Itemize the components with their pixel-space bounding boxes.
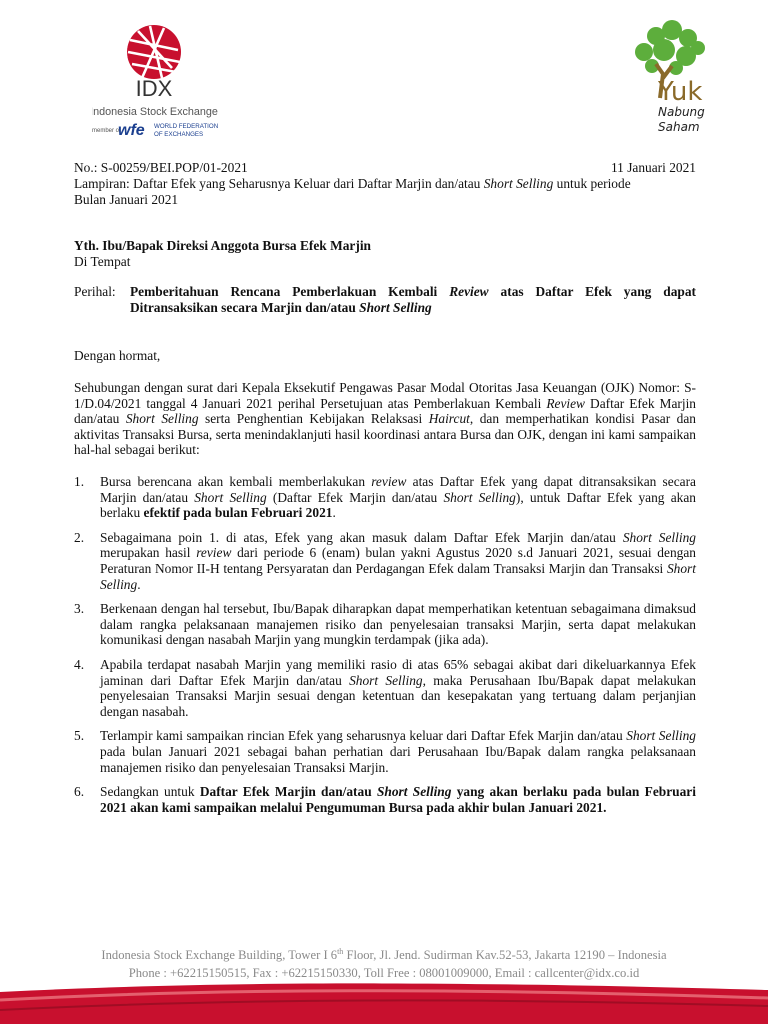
list-text: Terlampir kami sampaikan rincian Efek yang seharusnya keluar dari Daftar Efek Marjin dan/atau Short Selling pada bulan Januari 2021 sebagai bahan perhatian dari Perusahaan Ibu/Bapak dalam rangka pelaksanaan manajemen risiko dan penyelesaian Transaksi Marjin.: [100, 728, 697, 775]
recipient: Yth. Ibu/Bapak Direksi Anggota Bursa Efek Marjin: [74, 238, 371, 253]
footer-address: Indonesia Stock Exchange Building, Tower I 6th Floor, Jl. Jend. Sudirman Kav.52-53, Jakarta 12190 – Indonesia: [101, 947, 667, 963]
nabung-text: Nabung: [658, 105, 705, 119]
list-text: Bursa berencana akan kembali memberlakukan review atas Daftar Efek yang dapat ditransaksikan secara Marjin dan/atau Short Selling (Daftar Efek Marjin dan/atau Short Selling), untuk Daftar Efek yang akan berlaku efektif pada bulan Februari 2021.: [100, 474, 696, 521]
list-item: [74, 601, 696, 648]
yuk-nabung-saham-logo: [630, 18, 710, 138]
wfe-line1: WORLD FEDERATION: [154, 123, 219, 130]
attachment-italic: Short Selling: [483, 176, 554, 191]
subject-text: Pemberitahuan Rencana Pemberlakuan Kembali Review atas Daftar Efek yang dapat Ditransaksikan secara Marjin dan/atau Short Selling: [130, 284, 697, 315]
idx-logo: [92, 22, 232, 140]
recipient-block: [74, 238, 696, 269]
saham-text: Saham: [658, 120, 700, 134]
idx-globe-icon: [127, 25, 181, 79]
footer-contact: Phone : +62215150515, Fax : +62215150330, Toll Free : 08001009000, Email : callcenter@idx.co.id: [128, 966, 640, 981]
list-text: Apabila terdapat nasabah Marjin yang memiliki rasio di atas 65% sebagai akibat dari dikeluarkannya Efek jaminan dari Daftar Efek Marjin dan/atau Short Selling, maka Perusahaan Ibu/Bapak dapat melakukan penyelesaian Transaksi Marjin sesuai dengan ketentuan dan kesepakatan yang tertuang dalam perjanjian dengan nasabah.: [100, 656, 696, 719]
attachment-line2: Bulan Januari 2021: [74, 191, 179, 207]
attachment-text-2: untuk periode: [553, 176, 631, 191]
subject-label: Perihal:: [74, 284, 116, 299]
list-number: 2.: [74, 529, 85, 545]
idx-logo-text: IDX: [135, 76, 173, 101]
list-text: Sedangkan untuk Daftar Efek Marjin dan/atau Short Selling yang akan berlaku pada bulan Februari 2021 akan kami sampaikan melalui Pengumuman Bursa pada akhir bulan Januari 2021.: [100, 784, 696, 815]
list-text: Berkenaan dengan hal tersebut, Ibu/Bapak diharapkan dapat memperhatikan ketentuan sebagaimana dimaksud dalam rangka pelaksanaan manajemen risiko dan penyelesaian transaksi Marjin, serta dapat melakukan komunikasi dengan nasabah Marjin yang mungkin terdampak (jika ada).: [100, 601, 696, 648]
footer: [0, 943, 768, 982]
place: Di Tempat: [74, 253, 131, 269]
idx-logo-subtitle: Indonesia Stock Exchange: [92, 106, 218, 118]
list-number: 3.: [74, 601, 85, 617]
list-number: 4.: [74, 656, 85, 672]
yuk-text: Yuk: [658, 77, 703, 107]
list-item: [74, 728, 696, 775]
attachment-text: Lampiran: Daftar Efek yang Seharusnya Keluar dari Daftar Marjin dan/atau: [74, 176, 484, 191]
attachment: [74, 176, 696, 207]
list-number: 6.: [74, 784, 85, 800]
list-number: 1.: [74, 474, 85, 489]
member-of-text: member of: [92, 128, 121, 134]
list-text: Sebagaimana poin 1. di atas, Efek yang akan masuk dalam Daftar Efek Marjin dan/atau Short Selling merupakan hasil review dari periode 6 (enam) bulan yakni Agustus 2020 s.d Januari 2021, sesuai dengan Peraturan Nomor II-H tentang Persyaratan dan Perdagangan Efek dalam Transaksi Marjin dan Transaksi Short Selling.: [100, 529, 696, 592]
greeting: Dengan hormat,: [74, 348, 161, 363]
wfe-logo-icon: [118, 122, 145, 139]
svg-text:wfe: wfe: [118, 122, 145, 139]
intro-paragraph: Sehubungan dengan surat dari Kepala Eksekutif Pengawas Pasar Modal Otoritas Jasa Keuangan (OJK) Nomor: S-1/D.04/2021 tanggal 4 Januari 2021 perihal Persetujuan atas Pemberlakuan Kembali Review Daftar Efek Marjin dan/atau Short Selling serta Penghentian Kebijakan Relaksasi Haircut, dan memperhatikan kondisi Pasar dan aktivitas Transaksi Bursa, serta menindaklanjuti hasil koordinasi antara Bursa dan OJK, dengan ini kami sampaikan hal-hal sebagai berikut:: [74, 380, 696, 458]
list-number: 5.: [74, 728, 85, 744]
list-item: [74, 657, 696, 719]
footer-red-swoosh: [0, 980, 768, 1024]
list-item: [74, 784, 696, 815]
letter-number-row: [74, 160, 696, 176]
list-item: [74, 530, 696, 592]
letter-number: No.: S-00259/BEI.POP/01-2021: [74, 160, 248, 175]
letter-date: 11 Januari 2021: [610, 160, 696, 175]
subject-block: [74, 284, 696, 315]
wfe-line2: OF EXCHANGES: [154, 131, 204, 138]
list-item: [74, 474, 696, 521]
numbered-list: [74, 474, 696, 824]
